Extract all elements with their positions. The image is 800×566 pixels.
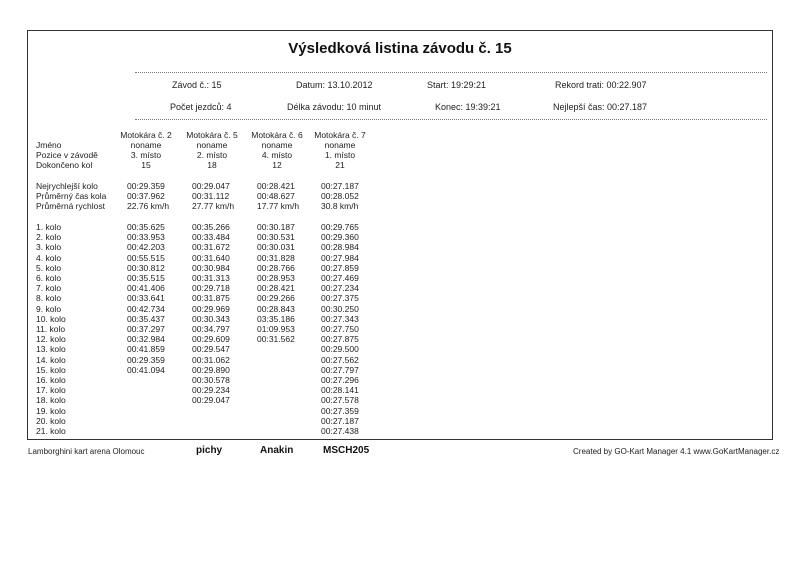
label-lap-14: 14. kolo <box>36 354 66 365</box>
lap-time-cell: 00:27.562 <box>321 354 359 365</box>
kart-fastest-lap: 00:27.187 <box>321 181 359 191</box>
kart-laps-done: 15 <box>141 160 151 170</box>
label-lap-20: 20. kolo <box>36 415 66 426</box>
lap-time-cell: 00:27.438 <box>321 426 359 436</box>
label-lap-4: 4. kolo <box>36 252 62 263</box>
lap-time-cell: 00:29.547 <box>192 344 230 355</box>
label-name: Jméno <box>36 140 62 150</box>
lap-time-cell: 01:09.953 <box>257 324 295 334</box>
lap-time-cell: 00:27.375 <box>321 293 359 304</box>
signature-pichy: pichy <box>196 445 223 456</box>
lap-time-cell: 00:55.515 <box>127 252 165 263</box>
lap-time-cell: 00:27.750 <box>321 324 359 334</box>
lap-time-cell: 00:31.828 <box>257 252 295 263</box>
divider-bottom <box>135 119 767 120</box>
lap-time-cell: 00:32.984 <box>127 334 165 345</box>
lap-time-cell: 00:29.047 <box>192 395 230 406</box>
lap-time-cell: 00:27.296 <box>321 375 359 385</box>
lap-time-cell: 00:27.875 <box>321 334 359 345</box>
lap-time-cell: 00:30.343 <box>192 313 230 324</box>
best-time: Nejlepší čas: 00:27.187 <box>553 102 648 112</box>
label-lap-10: 10. kolo <box>36 313 66 324</box>
label-avg-lap: Průměrný čas kola <box>36 191 107 201</box>
race-date: Datum: 13.10.2012 <box>296 80 373 90</box>
lap-time-cell: 00:27.343 <box>321 313 359 324</box>
kart-avg-lap: 00:37.962 <box>127 191 165 201</box>
lap-time-cell: 00:30.531 <box>257 232 295 243</box>
lap-time-cell: 03:35.186 <box>257 313 295 324</box>
venue-name: Lamborghini kart arena Olomouc <box>28 447 145 456</box>
lap-time-cell: 00:31.562 <box>257 334 295 345</box>
lap-time-cell: 00:29.266 <box>257 293 295 304</box>
race-start: Start: 19:29:21 <box>427 80 487 90</box>
label-lap-9: 9. kolo <box>36 303 62 314</box>
label-lap-8: 8. kolo <box>36 293 62 304</box>
kart-fastest-lap: 00:29.359 <box>127 181 165 191</box>
lap-time-cell: 00:29.500 <box>321 344 359 355</box>
lap-time-cell: 00:29.359 <box>127 354 165 365</box>
lap-time-cell: 00:33.953 <box>127 232 165 243</box>
lap-time-cell: 00:31.640 <box>192 252 230 263</box>
lap-time-cell: 00:29.234 <box>192 385 230 396</box>
lap-time-cell: 00:27.984 <box>321 252 359 263</box>
created-by: Created by GO-Kart Manager 4.1 www.GoKartManager.cz <box>573 447 780 456</box>
lap-time-cell: 00:42.734 <box>127 303 165 314</box>
race-end: Konec: 19:39:21 <box>435 102 501 112</box>
lap-time-cell: 00:31.875 <box>192 293 230 304</box>
kart-laps-done: 12 <box>272 160 282 170</box>
kart-fastest-lap: 00:29.047 <box>192 181 230 191</box>
lap-time-cell: 00:31.672 <box>192 242 230 253</box>
lap-time-cell: 00:29.718 <box>192 283 230 294</box>
kart-avg-lap: 00:48.627 <box>257 191 295 201</box>
lap-time-cell: 00:27.234 <box>321 283 359 294</box>
lap-time-cell: 00:31.062 <box>192 354 230 365</box>
label-lap-2: 2. kolo <box>36 232 62 243</box>
label-lap-18: 18. kolo <box>36 395 66 406</box>
kart-avg-speed: 27.77 km/h <box>192 201 235 211</box>
lap-time-cell: 00:33.641 <box>127 293 165 304</box>
lap-time-cell: 00:28.843 <box>257 303 295 314</box>
kart-header: Motokára č. 5 <box>186 130 238 140</box>
kart-header: Motokára č. 6 <box>251 130 303 140</box>
lap-time-cell: 00:34.797 <box>192 324 230 334</box>
lap-time-cell: 00:29.609 <box>192 334 230 345</box>
kart-rider-name: noname <box>130 140 162 150</box>
label-avg-speed: Průměrná rychlost <box>36 201 105 211</box>
lap-time-cell: 00:41.859 <box>127 344 165 355</box>
rider-count: Počet jezdců: 4 <box>170 102 232 112</box>
lap-time-cell: 00:30.812 <box>127 262 165 273</box>
lap-time-cell: 00:27.859 <box>321 262 359 273</box>
label-lap-6: 6. kolo <box>36 273 62 283</box>
lap-time-cell: 00:30.578 <box>192 375 230 385</box>
lap-time-cell: 00:30.187 <box>257 222 295 232</box>
page-title: Výsledková listina závodu č. 15 <box>288 40 512 57</box>
lap-time-cell: 00:28.141 <box>321 385 359 396</box>
lap-time-cell: 00:30.250 <box>321 303 359 314</box>
lap-time-cell: 00:28.984 <box>321 242 359 253</box>
lap-time-cell: 00:35.625 <box>127 222 165 232</box>
lap-time-cell: 00:28.766 <box>257 262 295 273</box>
kart-position: 3. místo <box>130 150 162 160</box>
lap-time-cell: 00:27.797 <box>321 364 359 375</box>
label-lap-7: 7. kolo <box>36 283 62 294</box>
lap-time-cell: 00:27.578 <box>321 395 359 406</box>
signature-anakin: Anakin <box>260 445 294 456</box>
kart-avg-speed: 22.76 km/h <box>127 201 170 211</box>
lap-time-cell: 00:33.484 <box>192 232 230 243</box>
label-lap-5: 5. kolo <box>36 262 62 273</box>
lap-time-cell: 00:31.313 <box>192 273 230 283</box>
label-lap-1: 1. kolo <box>36 222 62 232</box>
label-lap-13: 13. kolo <box>36 344 66 355</box>
kart-rider-name: noname <box>324 140 356 150</box>
kart-header: Motokára č. 2 <box>120 130 172 140</box>
lap-time-cell: 00:29.360 <box>321 232 359 243</box>
kart-avg-speed: 17.77 km/h <box>257 201 300 211</box>
lap-time-cell: 00:37.297 <box>127 324 165 334</box>
race-number: Závod č.: 15 <box>172 80 222 90</box>
lap-time-cell: 00:27.359 <box>321 405 359 416</box>
lap-time-cell: 00:27.469 <box>321 273 359 283</box>
kart-avg-lap: 00:31.112 <box>192 191 230 201</box>
lap-time-cell: 00:29.890 <box>192 364 230 375</box>
label-lap-3: 3. kolo <box>36 242 62 253</box>
lap-time-cell: 00:28.953 <box>257 273 295 283</box>
lap-time-cell: 00:29.765 <box>321 222 359 232</box>
kart-position: 2. místo <box>196 150 228 160</box>
lap-time-cell: 00:35.437 <box>127 313 165 324</box>
kart-laps-done: 18 <box>207 160 217 170</box>
kart-header: Motokára č. 7 <box>314 130 366 140</box>
lap-time-cell: 00:27.187 <box>321 415 359 426</box>
divider-top <box>135 72 767 73</box>
lap-time-cell: 00:41.094 <box>127 364 165 375</box>
label-lap-17: 17. kolo <box>36 385 66 396</box>
lap-time-cell: 00:35.515 <box>127 273 165 283</box>
lap-time-cell: 00:30.984 <box>192 262 230 273</box>
label-lap-19: 19. kolo <box>36 405 66 416</box>
label-laps-done: Dokončeno kol <box>36 160 93 170</box>
kart-rider-name: noname <box>196 140 228 150</box>
lap-time-cell: 00:30.031 <box>257 242 295 253</box>
lap-time-cell: 00:42.203 <box>127 242 165 253</box>
kart-position: 1. místo <box>324 150 356 160</box>
label-position: Pozice v závodě <box>36 150 98 160</box>
kart-avg-speed: 30.8 km/h <box>321 201 359 211</box>
lap-time-cell: 00:41.406 <box>127 283 165 294</box>
label-fastest-lap: Nejrychlejší kolo <box>36 181 98 191</box>
signature-msch205: MSCH205 <box>323 445 370 456</box>
label-lap-21: 21. kolo <box>36 426 66 436</box>
label-lap-16: 16. kolo <box>36 375 66 385</box>
label-lap-12: 12. kolo <box>36 334 66 345</box>
lap-time-cell: 00:29.969 <box>192 303 230 314</box>
kart-fastest-lap: 00:28.421 <box>257 181 295 191</box>
kart-rider-name: noname <box>261 140 293 150</box>
lap-time-cell: 00:35.266 <box>192 222 230 232</box>
kart-avg-lap: 00:28.052 <box>321 191 359 201</box>
track-record: Rekord trati: 00:22.907 <box>555 80 647 90</box>
lap-time-cell: 00:28.421 <box>257 283 295 294</box>
label-lap-11: 11. kolo <box>36 324 66 334</box>
label-lap-15: 15. kolo <box>36 364 66 375</box>
race-length: Délka závodu: 10 minut <box>287 102 382 112</box>
kart-laps-done: 21 <box>335 160 345 170</box>
kart-position: 4. místo <box>261 150 293 160</box>
